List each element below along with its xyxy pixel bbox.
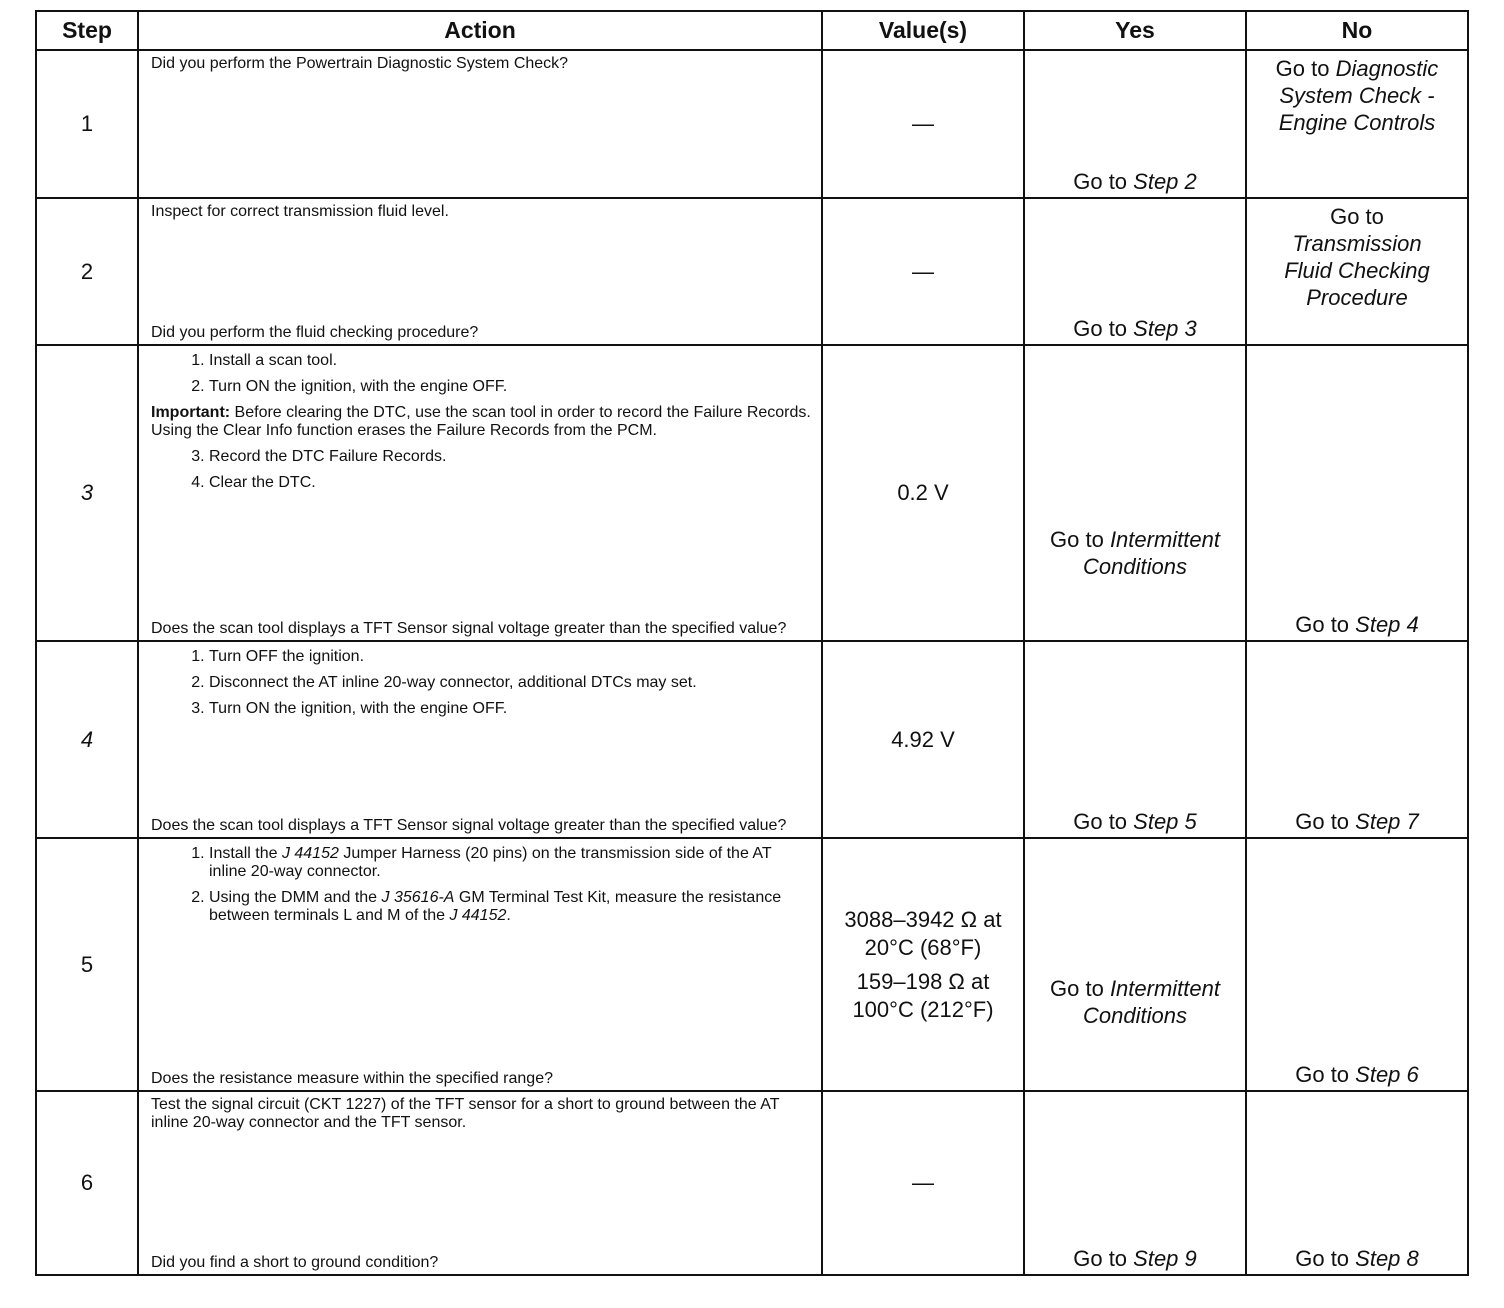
no-prefix: Go to [1275, 56, 1336, 81]
yes-ref: Intermittent Conditions [1083, 976, 1220, 1028]
value-cell: — [822, 198, 1024, 345]
yes-link[interactable] [1025, 526, 1245, 580]
action-cell [138, 838, 822, 1091]
table-row [36, 838, 1468, 1091]
action-question: Does the resistance measure within the specified range? [151, 1070, 553, 1087]
yes-prefix: Go to [1073, 169, 1134, 194]
yes-prefix: Go to [1073, 316, 1134, 341]
list-item: 3. Turn ON the ignition, with the engine OFF. [209, 700, 811, 718]
list-text: Jumper Harness (20 pins) on the transmission side of the AT inline 20-way connector. [209, 845, 772, 880]
tool-ref: J 44152 [449, 907, 507, 924]
action-text: Did you perform the Powertrain Diagnostic System Check? [151, 55, 569, 72]
no-prefix: Go to [1295, 1246, 1356, 1271]
value-cell: 4.92 V [822, 641, 1024, 838]
value-cell: — [822, 1091, 1024, 1275]
yes-link[interactable] [1025, 168, 1245, 195]
no-link[interactable] [1247, 808, 1467, 835]
no-ref: Diagnostic System Check - Engine Controls [1278, 56, 1439, 135]
table-row [36, 50, 1468, 198]
yes-prefix: Go to [1050, 527, 1110, 552]
no-link[interactable] [1247, 1061, 1467, 1088]
list-item [209, 845, 811, 881]
no-ref: Step 6 [1355, 1062, 1419, 1087]
list-item: 2. Disconnect the AT inline 20-way connector, additional DTCs may set. [209, 674, 811, 692]
action-cell [138, 198, 822, 345]
action-cell [138, 641, 822, 838]
action-question: Does the scan tool displays a TFT Sensor signal voltage greater than the specified value? [151, 817, 787, 834]
action-question: Did you perform the fluid checking procedure? [151, 324, 479, 341]
yes-cell [1024, 1091, 1246, 1275]
no-link[interactable] [1247, 51, 1467, 136]
list-text: Using the DMM and the [209, 889, 382, 906]
value-spec: 3088–3942 Ω at 20°C (68°F) [844, 906, 1002, 960]
step-number: 5 [36, 838, 138, 1091]
no-link[interactable] [1247, 1245, 1467, 1272]
yes-ref: Step 5 [1133, 809, 1197, 834]
action-cell [138, 1091, 822, 1275]
list-text: . [506, 907, 511, 924]
tool-ref: J 35616-A [381, 889, 455, 906]
step-number: 3 [36, 345, 138, 641]
yes-prefix: Go to [1050, 976, 1110, 1001]
list-text: Install the [209, 845, 282, 862]
header-values: Value(s) [822, 11, 1024, 50]
procedure-list [151, 352, 811, 396]
no-prefix: Go to [1295, 612, 1356, 637]
yes-prefix: Go to [1073, 1246, 1134, 1271]
no-ref: Transmission Fluid Checking Procedure [1284, 231, 1430, 310]
no-ref: Step 4 [1355, 612, 1419, 637]
table-row [36, 641, 1468, 838]
yes-cell [1024, 50, 1246, 198]
no-cell [1246, 198, 1468, 345]
table-row [36, 198, 1468, 345]
no-ref: Step 8 [1355, 1246, 1419, 1271]
procedure-list [151, 845, 811, 925]
no-prefix: Go to [1295, 1062, 1356, 1087]
procedure-list [151, 448, 811, 492]
yes-link[interactable] [1025, 975, 1245, 1029]
yes-prefix: Go to [1073, 809, 1134, 834]
yes-cell [1024, 198, 1246, 345]
no-cell [1246, 50, 1468, 198]
yes-link[interactable] [1025, 808, 1245, 835]
action-cell [138, 50, 822, 198]
no-cell [1246, 641, 1468, 838]
action-text: Test the signal circuit (CKT 1227) of the TFT sensor for a short to ground between the AT inline 20-way connector and the TFT sensor. [151, 1096, 780, 1131]
action-text: Inspect for correct transmission fluid level. [151, 203, 449, 220]
header-row [36, 11, 1468, 50]
list-item: 2. Turn ON the ignition, with the engine OFF. [209, 378, 811, 396]
diagnostic-table [35, 10, 1469, 1276]
yes-cell [1024, 345, 1246, 641]
no-link[interactable] [1247, 199, 1467, 311]
header-step: Step [36, 11, 138, 50]
header-no: No [1246, 11, 1468, 50]
table-row [36, 345, 1468, 641]
no-cell [1246, 345, 1468, 641]
value-cell: — [822, 50, 1024, 198]
important-note [151, 404, 811, 440]
no-ref: Step 7 [1355, 809, 1419, 834]
step-number: 4 [36, 641, 138, 838]
no-link[interactable] [1247, 611, 1467, 638]
list-item: 1. Turn OFF the ignition. [209, 648, 811, 666]
no-prefix: Go to [1330, 204, 1384, 229]
yes-cell [1024, 641, 1246, 838]
no-cell [1246, 1091, 1468, 1275]
tool-ref: J 44152 [281, 845, 339, 862]
list-item: 4. Clear the DTC. [209, 474, 811, 492]
list-item: 1. Install a scan tool. [209, 352, 811, 370]
yes-link[interactable] [1025, 315, 1245, 342]
value-cell [822, 838, 1024, 1091]
header-yes: Yes [1024, 11, 1246, 50]
step-number: 1 [36, 50, 138, 198]
action-question: Did you find a short to ground condition? [151, 1254, 439, 1271]
action-question: Does the scan tool displays a TFT Sensor signal voltage greater than the specified value? [151, 620, 787, 637]
no-prefix: Go to [1295, 809, 1356, 834]
important-label: Important: [151, 404, 231, 421]
yes-ref: Step 2 [1133, 169, 1197, 194]
list-item [209, 889, 811, 925]
yes-cell [1024, 838, 1246, 1091]
action-cell [138, 345, 822, 641]
important-text: Before clearing the DTC, use the scan tool in order to record the Failure Records. Using the Clear Info function erases the Failure Records from the PCM. [151, 404, 811, 439]
no-cell [1246, 838, 1468, 1091]
yes-ref: Step 9 [1133, 1246, 1197, 1271]
yes-ref: Intermittent Conditions [1083, 527, 1220, 579]
table-row [36, 1091, 1468, 1275]
list-text: GM Terminal Test Kit, measure the resistance between terminals L and M of the [209, 889, 782, 924]
list-item: 3. Record the DTC Failure Records. [209, 448, 811, 466]
step-number: 6 [36, 1091, 138, 1275]
yes-ref: Step 3 [1133, 316, 1197, 341]
yes-link[interactable] [1025, 1245, 1245, 1272]
step-number: 2 [36, 198, 138, 345]
header-action: Action [138, 11, 822, 50]
value-spec: 159–198 Ω at 100°C (212°F) [852, 968, 994, 1022]
value-cell: 0.2 V [822, 345, 1024, 641]
procedure-list [151, 648, 811, 718]
